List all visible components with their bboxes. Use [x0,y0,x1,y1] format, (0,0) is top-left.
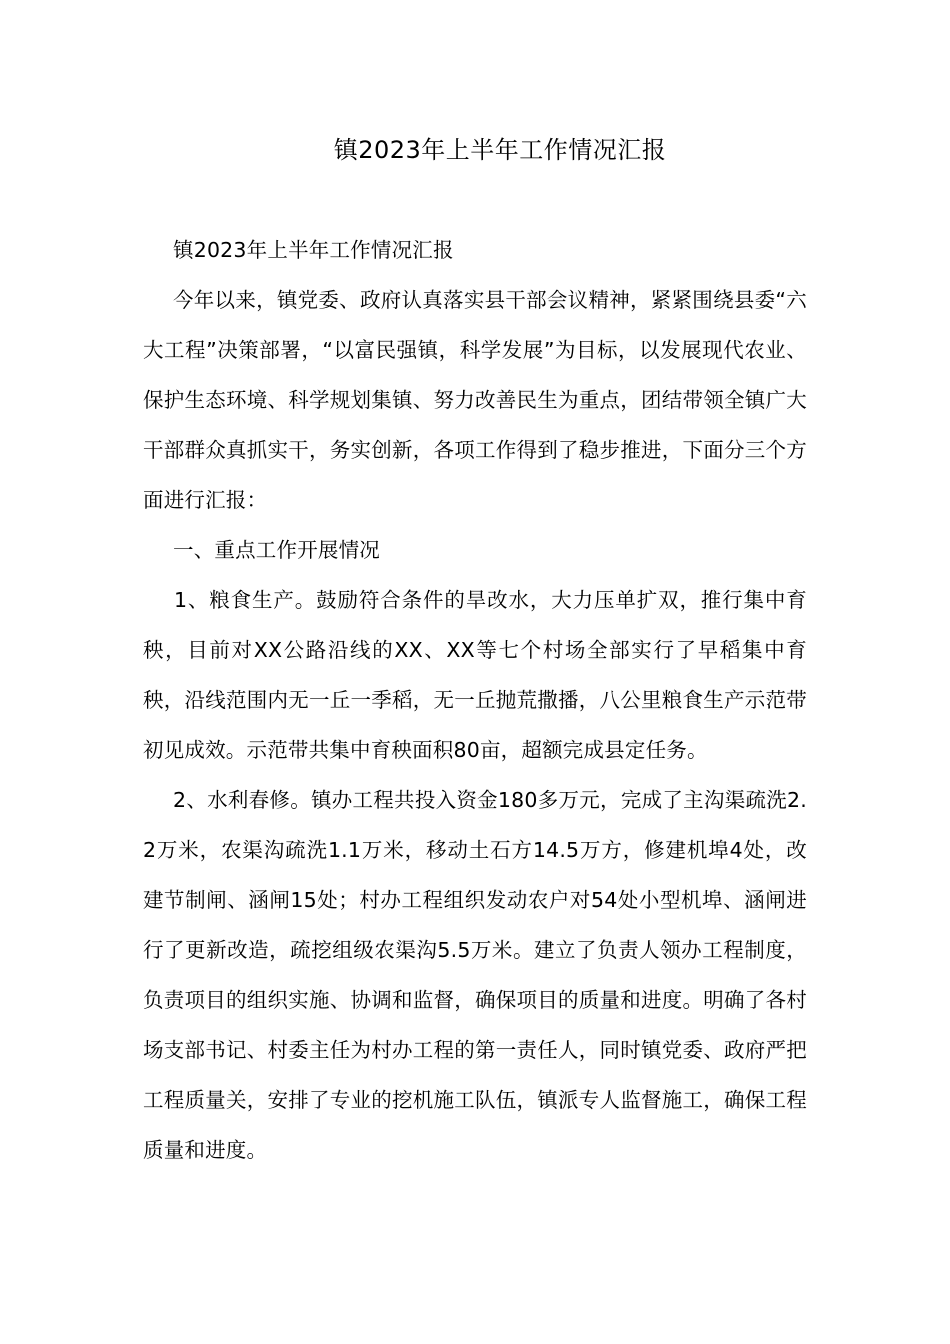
paragraph-subtitle: 镇2023年上半年工作情况汇报 [173,238,454,262]
document-body [143,225,807,1175]
paragraph-grain-production: 1、粮食生产。鼓励符合条件的旱改水，大力压单扩双，推行集中育秧，目前对XX公路沿线的XX、XX等七个村场全部实行了早稻集中育秧，沿线范围内无一丘一季稻，无一丘抛荒撒播，八公里粮食生产示范带初见成效。示范带共集中育秧面积80亩，超额完成县定任务。 [143,588,807,762]
document-title: 镇2023年上半年工作情况汇报 [333,136,667,164]
section-heading: 一、重点工作开展情况 [173,538,380,562]
paragraph-intro: 今年以来，镇党委、政府认真落实县干部会议精神，紧紧围绕县委“六大工程”决策部署，“以富民强镇，科学发展”为目标，以发展现代农业、保护生态环境、科学规划集镇、努力改善民生为重点，团结带领全镇广大干部群众真抓实干，务实创新，各项工作得到了稳步推进，下面分三个方面进行汇报： [143,288,807,512]
paragraph-water-conservancy: 2、水利春修。镇办工程共投入资金180多万元，完成了主沟渠疏洗2.2万米，农渠沟疏洗1.1万米，移动土石方14.5万方，修建机埠4处，改建节制闸、涵闸15处；村办工程组织发动农户对54处小型机埠、涵闸进行了更新改造，疏挖组级农渠沟5.5万米。建立了负责人领办工程制度，负责项目的组织实施、协调和监督，确保项目的质量和进度。明确了各村场支部书记、村委主任为村办工程的第一责任人，同时镇党委、政府严把工程质量关，安排了专业的挖机施工队伍，镇派专人监督施工，确保工程质量和进度。 [143,788,807,1162]
